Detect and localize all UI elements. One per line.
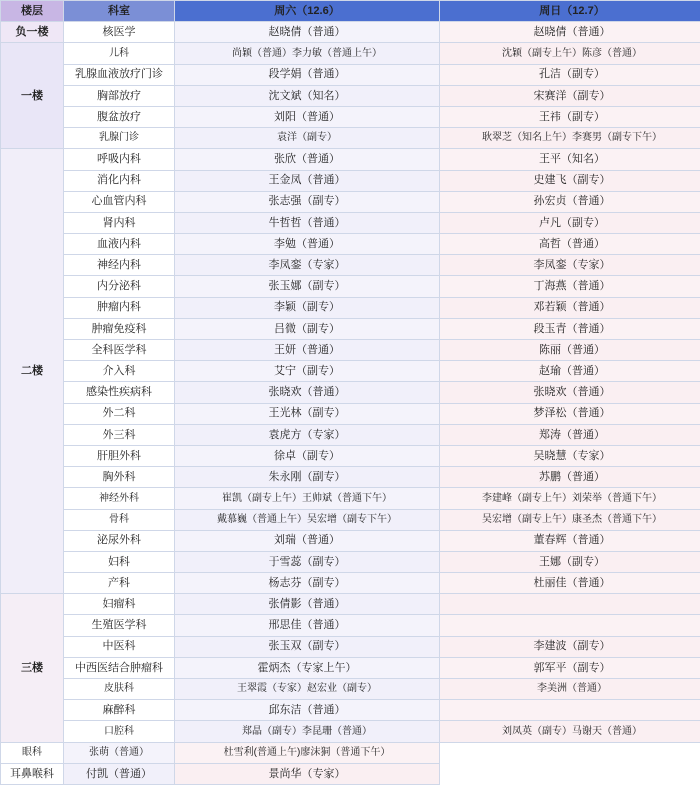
department-cell (64, 594, 175, 615)
department-cell-text: 中医科 (64, 640, 174, 653)
saturday-cell (175, 382, 440, 403)
department-cell (64, 382, 175, 403)
department-cell (64, 170, 175, 191)
sunday-cell (440, 424, 700, 445)
department-cell-text: 血液内科 (64, 238, 174, 251)
department-cell (64, 361, 175, 382)
department-cell (1, 742, 64, 763)
saturday-cell (175, 361, 440, 382)
department-cell-text: 神经外科 (64, 493, 174, 505)
sunday-cell (440, 234, 700, 255)
saturday-cell-text: 张倩影（普通） (175, 598, 439, 611)
sunday-cell-text: 卢凡（副专） (440, 217, 700, 230)
department-cell (64, 488, 175, 509)
sunday-cell-text: 赵晓倩（普通） (440, 26, 700, 39)
department-cell (64, 636, 175, 657)
department-cell-text: 心血管内科 (64, 195, 174, 208)
saturday-cell-text: 李勉（普通） (175, 238, 439, 251)
sunday-cell-text: 董春辉（普通） (440, 534, 700, 547)
department-cell (64, 85, 175, 106)
saturday-cell (175, 128, 440, 149)
department-cell (64, 255, 175, 276)
sunday-cell-text: 吴晓慧（专家） (440, 450, 700, 463)
sunday-cell-text: 王祎（副专） (440, 111, 700, 124)
sunday-cell (440, 467, 700, 488)
saturday-cell-text: 王光林（副专） (175, 407, 439, 420)
department-cell (64, 64, 175, 85)
table-row (1, 657, 700, 678)
sunday-cell (440, 212, 700, 233)
saturday-cell-text: 王妍（普通） (175, 344, 439, 357)
department-cell (64, 106, 175, 127)
saturday-cell-text: 赵晓倩（普通） (175, 26, 439, 39)
department-cell-text: 眼科 (1, 747, 63, 759)
table-row (1, 467, 700, 488)
sunday-cell-text: 李建波（副专） (440, 640, 700, 653)
department-cell (64, 340, 175, 361)
department-cell (64, 615, 175, 636)
sunday-cell-text: 郑涛（普通） (440, 429, 700, 442)
saturday-cell (175, 64, 440, 85)
header-floor: 楼层 (1, 1, 64, 22)
sunday-cell-text: 沈颖（副专上午）陈彦（普通） (440, 48, 700, 60)
department-cell (64, 234, 175, 255)
saturday-cell-text: 朱永刚（副专） (175, 471, 439, 484)
department-cell-text: 儿科 (64, 48, 174, 60)
saturday-cell (175, 424, 440, 445)
sunday-cell-text: 张晓欢（普通） (440, 386, 700, 399)
table-body (1, 22, 700, 785)
department-cell (64, 297, 175, 318)
table-row (1, 43, 700, 64)
saturday-cell (175, 509, 440, 530)
saturday-cell-text: 艾宁（副专） (175, 365, 439, 378)
saturday-cell (64, 742, 175, 763)
department-cell (64, 22, 175, 43)
department-cell (64, 424, 175, 445)
sunday-cell-text: 耿翠芝（知名上午）李赛男（副专下午） (440, 132, 700, 144)
department-cell (64, 318, 175, 339)
table-row (1, 679, 700, 700)
sunday-cell (440, 340, 700, 361)
table-row (1, 340, 700, 361)
sunday-cell-text: 李建峰（副专上午）刘荣举（普通下午） (440, 493, 700, 505)
sunday-cell-text: 梦泽松（普通） (440, 407, 700, 420)
table-row (1, 763, 700, 784)
sunday-cell (440, 700, 700, 721)
table-row (1, 742, 700, 763)
department-cell-text: 核医学 (64, 26, 174, 39)
sunday-cell (440, 445, 700, 466)
sunday-cell-text: 史建飞（副专） (440, 174, 700, 187)
sunday-cell (440, 64, 700, 85)
department-cell (64, 679, 175, 700)
sunday-cell (440, 170, 700, 191)
saturday-cell (175, 85, 440, 106)
saturday-cell (175, 318, 440, 339)
sunday-cell (440, 297, 700, 318)
table-row (1, 445, 700, 466)
sunday-cell-text: 李凤銮（专家） (440, 259, 700, 272)
sunday-cell (440, 721, 700, 742)
department-cell-text: 骨科 (64, 514, 174, 526)
department-cell-text: 全科医学科 (64, 344, 174, 357)
saturday-cell (175, 679, 440, 700)
saturday-cell-text: 王翠霞（专家）赵宏业（副专） (175, 683, 439, 695)
sunday-cell-text: 孔洁（副专） (440, 68, 700, 81)
table-row (1, 22, 700, 43)
table-row (1, 318, 700, 339)
saturday-cell-text: 邢思佳（普通） (175, 619, 439, 632)
department-cell (64, 128, 175, 149)
sunday-cell-text: 陈丽（普通） (440, 344, 700, 357)
department-cell (64, 212, 175, 233)
saturday-cell-text: 尚颖（普通）李力敏（普通上午） (175, 48, 439, 60)
saturday-cell (175, 297, 440, 318)
department-cell (64, 403, 175, 424)
department-cell-text: 泌尿外科 (64, 534, 174, 547)
department-cell-text: 产科 (64, 577, 174, 590)
saturday-cell (175, 700, 440, 721)
department-cell-text: 消化内科 (64, 174, 174, 187)
department-cell (64, 276, 175, 297)
saturday-cell-text: 王金凤（普通） (175, 174, 439, 187)
floor-cell: 二楼 (1, 149, 64, 594)
sunday-cell-text: 苏鹏（普通） (440, 471, 700, 484)
saturday-cell-text: 张玉双（副专） (175, 640, 439, 653)
table-row (1, 721, 700, 742)
table-row (1, 573, 700, 594)
saturday-cell (175, 445, 440, 466)
table-row (1, 128, 700, 149)
saturday-cell (175, 255, 440, 276)
department-cell-text: 内分泌科 (64, 280, 174, 293)
department-cell (64, 43, 175, 64)
saturday-cell (175, 234, 440, 255)
saturday-cell-text: 霍炳杰（专家上午） (175, 662, 439, 675)
department-cell (64, 191, 175, 212)
sunday-cell (440, 128, 700, 149)
saturday-cell-text: 郑晶（副专）李昆珊（普通） (175, 726, 439, 738)
saturday-cell (175, 22, 440, 43)
saturday-cell (175, 276, 440, 297)
sunday-cell-text: 孙宏贞（普通） (440, 195, 700, 208)
sunday-cell (440, 509, 700, 530)
sunday-cell (175, 763, 440, 784)
sunday-cell (440, 594, 700, 615)
department-cell-text: 乳腺血液放疗门诊 (64, 68, 174, 81)
saturday-cell (175, 615, 440, 636)
header-saturday: 周六（12.6） (175, 1, 440, 22)
sunday-cell (440, 85, 700, 106)
department-cell (64, 445, 175, 466)
department-cell-text: 口腔科 (64, 726, 174, 738)
saturday-cell-text: 李颖（副专） (175, 301, 439, 314)
sunday-cell (440, 657, 700, 678)
saturday-cell-text: 邱东洁（普通） (175, 704, 439, 717)
sunday-cell (440, 573, 700, 594)
saturday-cell-text: 戴慕巍（普通上午）吴宏增（副专下午） (175, 514, 439, 526)
sunday-cell-text: 杜雪利(普通上午)廖沫狪（普通下午） (175, 747, 439, 759)
department-cell-text: 乳腺门诊 (64, 132, 174, 144)
department-cell (64, 149, 175, 170)
sunday-cell (440, 636, 700, 657)
department-cell-text: 妇瘤科 (64, 598, 174, 611)
saturday-cell-text: 吕微（副专） (175, 323, 439, 336)
table-row (1, 509, 700, 530)
department-cell (64, 700, 175, 721)
sunday-cell-text: 高哲（普通） (440, 238, 700, 251)
table-row (1, 700, 700, 721)
department-cell-text: 皮肤科 (64, 683, 174, 695)
department-cell (64, 467, 175, 488)
table-row (1, 551, 700, 572)
header-dept: 科室 (64, 1, 175, 22)
department-cell (64, 551, 175, 572)
sunday-cell (175, 742, 440, 763)
sunday-cell (440, 149, 700, 170)
sunday-cell-text: 杜丽佳（普通） (440, 577, 700, 590)
table-row (1, 255, 700, 276)
saturday-cell-text: 崔凯（副专上午）王帅斌（普通下午） (175, 493, 439, 505)
floor-cell: 负一楼 (1, 22, 64, 43)
saturday-cell-text: 李凤銮（专家） (175, 259, 439, 272)
saturday-cell (64, 763, 175, 784)
sunday-cell (440, 22, 700, 43)
saturday-cell (175, 657, 440, 678)
saturday-cell-text: 牛哲哲（普通） (175, 217, 439, 230)
department-cell-text: 介入科 (64, 365, 174, 378)
table-row (1, 234, 700, 255)
saturday-cell-text: 张萌（普通） (64, 747, 174, 759)
sunday-cell (440, 488, 700, 509)
department-cell-text: 胸外科 (64, 471, 174, 484)
sunday-cell (440, 361, 700, 382)
sunday-cell-text: 段玉青（普通） (440, 323, 700, 336)
saturday-cell-text: 于雪蕊（副专） (175, 556, 439, 569)
table-row (1, 64, 700, 85)
sunday-cell-text: 王娜（副专） (440, 556, 700, 569)
saturday-cell-text: 刘阳（普通） (175, 111, 439, 124)
table-row (1, 530, 700, 551)
department-cell-text: 生殖医学科 (64, 619, 174, 632)
department-cell (64, 721, 175, 742)
department-cell (64, 657, 175, 678)
saturday-cell-text: 张志强（副专） (175, 195, 439, 208)
sunday-cell-text: 郭军平（副专） (440, 662, 700, 675)
table-row (1, 170, 700, 191)
saturday-cell (175, 636, 440, 657)
saturday-cell-text: 袁虎方（专家） (175, 429, 439, 442)
sunday-cell (440, 403, 700, 424)
saturday-cell-text: 徐卓（副专） (175, 450, 439, 463)
saturday-cell (175, 403, 440, 424)
department-cell-text: 妇科 (64, 556, 174, 569)
saturday-cell (175, 594, 440, 615)
sunday-cell-text: 刘凤英（副专）马谢天（普通） (440, 726, 700, 738)
table-row (1, 594, 700, 615)
saturday-cell (175, 488, 440, 509)
sunday-cell (440, 276, 700, 297)
table-row (1, 297, 700, 318)
sunday-cell (440, 106, 700, 127)
table-row (1, 403, 700, 424)
table-row (1, 212, 700, 233)
saturday-cell-text: 付凯（普通） (64, 768, 174, 781)
floor-cell: 三楼 (1, 594, 64, 742)
table-row (1, 191, 700, 212)
table-row (1, 636, 700, 657)
sunday-cell-text: 李美洲（普通） (440, 683, 700, 695)
saturday-cell-text: 张欣（普通） (175, 153, 439, 166)
saturday-cell (175, 573, 440, 594)
table-row (1, 382, 700, 403)
sunday-cell (440, 43, 700, 64)
department-cell-text: 耳鼻喉科 (1, 768, 63, 781)
floor-cell: 一楼 (1, 43, 64, 149)
saturday-cell (175, 212, 440, 233)
saturday-cell (175, 721, 440, 742)
saturday-cell (175, 467, 440, 488)
department-cell (64, 573, 175, 594)
department-cell-text: 胸部放疗 (64, 90, 174, 103)
sunday-cell (440, 615, 700, 636)
sunday-cell-text: 邓若颖（普通） (440, 301, 700, 314)
header-row (1, 1, 700, 22)
sunday-cell-text: 丁海燕（普通） (440, 280, 700, 293)
department-cell-text: 肝胆外科 (64, 450, 174, 463)
saturday-cell (175, 551, 440, 572)
sunday-cell (440, 551, 700, 572)
department-cell-text: 肾内科 (64, 217, 174, 230)
sunday-cell-text: 王平（知名） (440, 153, 700, 166)
department-cell-text: 呼吸内科 (64, 153, 174, 166)
sunday-cell (440, 382, 700, 403)
saturday-cell (175, 530, 440, 551)
department-cell (64, 530, 175, 551)
sunday-cell (440, 530, 700, 551)
sunday-cell (440, 191, 700, 212)
table-row (1, 149, 700, 170)
saturday-cell (175, 106, 440, 127)
sunday-cell (440, 679, 700, 700)
table-row (1, 85, 700, 106)
department-cell (1, 763, 64, 784)
saturday-cell-text: 杨志芬（副专） (175, 577, 439, 590)
sunday-cell-text: 景尚华（专家） (175, 768, 439, 781)
department-cell-text: 肿瘤免疫科 (64, 323, 174, 336)
table-row (1, 106, 700, 127)
saturday-cell (175, 149, 440, 170)
saturday-cell (175, 170, 440, 191)
department-cell-text: 感染性疾病科 (64, 386, 174, 399)
department-cell-text: 神经内科 (64, 259, 174, 272)
sunday-cell-text: 赵瑜（普通） (440, 365, 700, 378)
saturday-cell-text: 沈文斌（知名） (175, 90, 439, 103)
table-row (1, 424, 700, 445)
department-cell-text: 中西医结合肿瘤科 (64, 662, 174, 675)
department-cell-text: 腹盆放疗 (64, 111, 174, 124)
saturday-cell (175, 43, 440, 64)
saturday-cell-text: 张晓欢（普通） (175, 386, 439, 399)
department-cell-text: 麻醉科 (64, 704, 174, 717)
saturday-cell-text: 段学娟（普通） (175, 68, 439, 81)
department-cell (64, 509, 175, 530)
saturday-cell (175, 191, 440, 212)
saturday-cell (175, 340, 440, 361)
sunday-cell-text: 宋赛洋（副专） (440, 90, 700, 103)
saturday-cell-text: 刘瑞（普通） (175, 534, 439, 547)
department-cell-text: 外二科 (64, 407, 174, 420)
table-header (1, 1, 700, 22)
saturday-cell-text: 袁洋（副专） (175, 132, 439, 144)
sunday-cell (440, 255, 700, 276)
table-row (1, 361, 700, 382)
sunday-cell-text: 吴宏增（副专上午）康圣杰（普通下午） (440, 514, 700, 526)
table-row (1, 615, 700, 636)
department-cell-text: 外三科 (64, 429, 174, 442)
department-cell-text: 肿瘤内科 (64, 301, 174, 314)
sunday-cell (440, 318, 700, 339)
header-sunday: 周日（12.7） (440, 1, 700, 22)
saturday-cell-text: 张玉娜（副专） (175, 280, 439, 293)
table-row (1, 276, 700, 297)
table-row (1, 488, 700, 509)
